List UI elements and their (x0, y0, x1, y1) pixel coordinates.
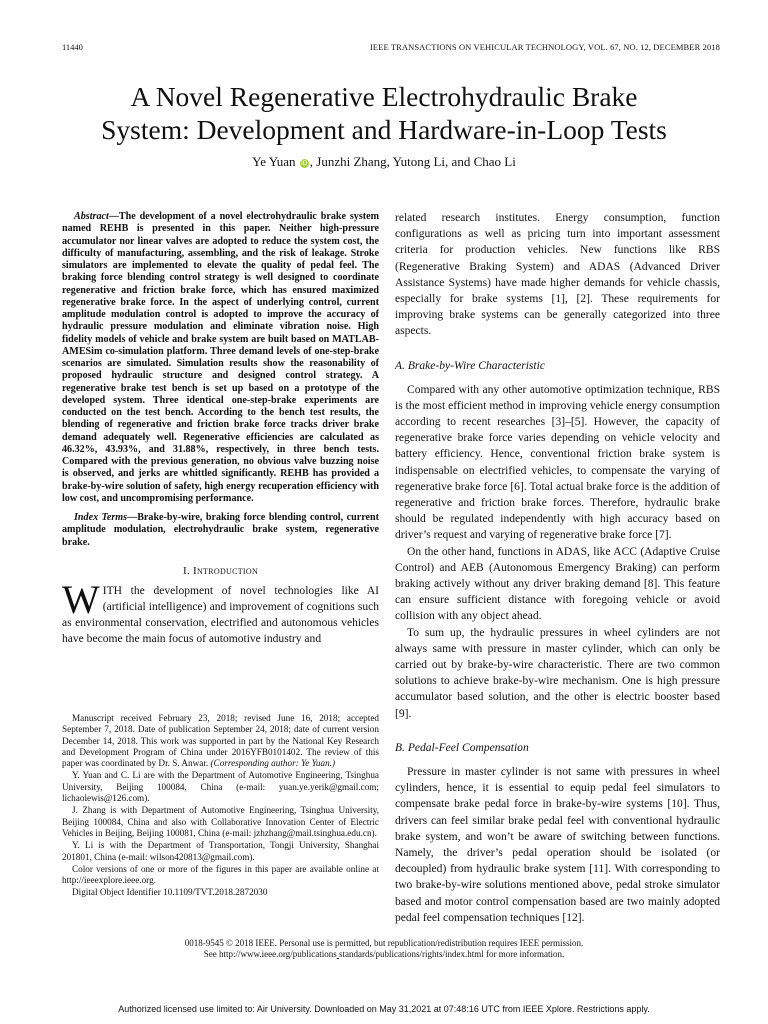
subsection-heading-b: B. Pedal-Feel Compensation (395, 741, 529, 754)
copyright-url-end: standards/publications/rights/index.html for more information. (339, 949, 565, 959)
copyright-line-2 (40, 949, 728, 960)
index-terms-text: —Brake-by-wire, braking force blending control, current amplitude modulation, electrohydraulic brake system, regenerative brake. (62, 512, 379, 548)
corresponding-author: (Corresponding author: Ye Yuan.) (210, 758, 336, 769)
index-terms-label: Index Terms (74, 512, 128, 523)
orcid-icon[interactable]: iD (301, 160, 308, 167)
copyright-url-start: See http://www.ieee.org/publications (203, 949, 337, 959)
right-column (395, 210, 720, 926)
footnote-color-versions: Color versions of one or more of the figures in this paper are available online at http://ieeexplore.ieee.org. (62, 863, 379, 886)
paragraph-b1: Pressure in master cylinder is not same with pressures in wheel cylinders, hence, it is essential to equip pedal feel simulators to compensate brake pedal force in brake-by-wire systems [10]. Thus, drivers can feel similar brake pedal feel with conventional hydraulic brake system, and won’t be aware of switching between functions. Namely, the driver’s pedal operation should be isolated (or decoupled) from hydraulic brake system [11]. With corresponding to two brake-by-wire solutions mentioned above, pedal stroke simulator based and motor control compensation based are two mainly adopted pedal feel compensation techniques [12]. (395, 765, 720, 924)
footnote-affiliation-2: J. Zhang is with Department of Automotive Engineering, Tsinghua University, Beijing 100084, China and also with Collaborative Innovation Center of Electric Vehicles in Beijing, Beijing 100081, China (e-mail: jzhzhang@mail.tsinghua.edu.cn). (62, 805, 379, 838)
section-title: Introduction (193, 564, 259, 577)
drop-cap: W (62, 576, 100, 622)
page-number: 11440 (62, 42, 83, 52)
paragraph-a1: Compared with any other automotive optimization technique, RBS is the most efficient method in improving vehicle energy consumption according to recent researches [3]–[5]. However, the capacity of regenerative brake force varies depending on vehicle velocity and battery efficiency. Hence, conventional friction brake system is indispensable on electrified vehicles, to compensate the varying of regenerative brake force [6]. Total actual brake force is the addition of regenerative and friction brake forces. Therefore, hydraulic brake should be regulated independently with high accuracy based on driver’s request and varying of regenerative brake force [7]. (395, 383, 720, 542)
abstract-label: Abstract (74, 211, 109, 222)
author-rest: , Junzhi Zhang, Yutong Li, and Chao Li (309, 154, 516, 169)
index-terms (62, 512, 379, 549)
author-list (40, 154, 728, 170)
abstract-text: —The development of a novel electrohydraulic brake system named REHB is presented in this paper. Neither high-pressure accumulator nor linear valves are adopted to reduce the system cost, the difficulty of manufacturing, assembling, and the risk of leakage. Stroke simulators are implemented to elevate the quality of pedal feel. The braking force blending control strategy is well designed to coordinate regenerative and friction brake force, which has ensured maximized regenerative brake force. In the aspect of underlying control, current amplitude modulation control is adopted to improve the accuracy of hydraulic pressure modulation and eliminate vibration noise. High fidelity models of vehicle and brake system are built based on MATLAB-AMESim co-simulation platform. Three demand levels of one-step-brake scenarios are simulated. Simulation results show the reasonability of proposed hydraulic structure and designed control strategy. A regenerative brake test bench is set up based on a prototype of the developed system. Three identical one-step-brake experiments are conducted on the test bench. According to the bench test results, the blending of regenerative and friction brake force tracks driver brake demand adequately well. Regenerative efficiencies are calculated as 46.32%, 43.93%, and 31.88%, respectively, in three bench tests. Compared with the previous generation, no obvious valve buzzing noise is observed, and jerks are whittled significantly. REHB has provided a brake-by-wire solution of safety, high energy recuperation efficiency with low cost, and uncompromising performance. (62, 211, 379, 504)
paragraph-a3: To sum up, the hydraulic pressures in wheel cylinders are not always same with pressure in master cylinder, which can only be carried out by brake-by-wire characteristic. There are two common solutions to achieve brake-by-wire mechanism. One is high pressure accumulator based solution, and the other is electric booster based [9]. (395, 626, 720, 720)
paragraph-intro-continued: related research institutes. Energy consumption, function configurations as well as pricing turn into important assessment criteria for production vehicles. New functions like RBS (Regenerative Braking System) and ADAS (Advanced Driver Assistance Systems) have made higher demands for vehicle chassis, especially for brake systems [1], [2]. These requirements for improving brake systems can be generally categorized into three aspects. (395, 212, 720, 338)
subsection-heading-a: A. Brake-by-Wire Characteristic (395, 359, 545, 372)
author-first: Ye Yuan (252, 154, 296, 169)
license-watermark: Authorized licensed use limited to: Air University. Downloaded on May 31,2021 at 07:48:16 UTC from IEEE Xplore. Restrictions apply. (118, 1004, 650, 1014)
copyright-line-1: 0018-9545 © 2018 IEEE. Personal use is permitted, but republication/redistribution requires IEEE permission. (184, 938, 584, 948)
section-number: I. (182, 564, 194, 577)
footnote-doi: Digital Object Identifier 10.1109/TVT.2018.2872030 (72, 887, 268, 898)
left-column (62, 211, 379, 648)
intro-text: ITH the development of novel technologies like AI (artificial intelligence) and improvement of cognitions such as environmental conservation, electrified and autonomous vehicles have become the main focus of automotive industry and (62, 584, 379, 646)
title-line-2: System: Development and Hardware-in-Loop Tests (101, 114, 667, 145)
section-heading-introduction (62, 565, 379, 577)
footnotes (62, 713, 379, 900)
footnote-manuscript-text: Manuscript received February 23, 2018; revised June 16, 2018; accepted September 7, 2018. Date of publication September 24, 2018; date of current version December 14, 2018. This work was supported in part by the National Key Research and Development Program of China under 2016YFB0101402. The review of this paper was coordinated by Dr. S. Anwar. (62, 713, 379, 769)
footnote-affiliation-1: Y. Yuan and C. Li are with the Department of Automotive Engineering, Tsinghua University, Beijing 100084, China (e-mail: yuan.ye.yerik@gmail.com; lichaolewis@126.com). (62, 770, 379, 804)
title-line-1: A Novel Regenerative Electrohydraulic Brake (130, 81, 638, 112)
paper-title (40, 80, 728, 146)
paragraph-a2: On the other hand, functions in ADAS, like ACC (Adaptive Cruise Control) and AEB (Autonomous Emergency Braking) can perform braking actively without any driver braking demand [8]. This feature can ensure sufficient distance with foregoing vehicle or avoid collision with any object ahead. (395, 545, 720, 623)
running-header: IEEE TRANSACTIONS ON VEHICULAR TECHNOLOGY, VOL. 67, NO. 12, DECEMBER 2018 (369, 42, 720, 52)
intro-paragraph (62, 576, 379, 648)
footnote-manuscript (62, 713, 379, 769)
abstract (62, 211, 379, 505)
copyright-notice (40, 938, 728, 960)
footnote-affiliation-3: Y. Li is with the Department of Transportation, Tongji University, Shanghai 201801, China (e-mail: wilson420813@gmail.com). (62, 840, 379, 862)
